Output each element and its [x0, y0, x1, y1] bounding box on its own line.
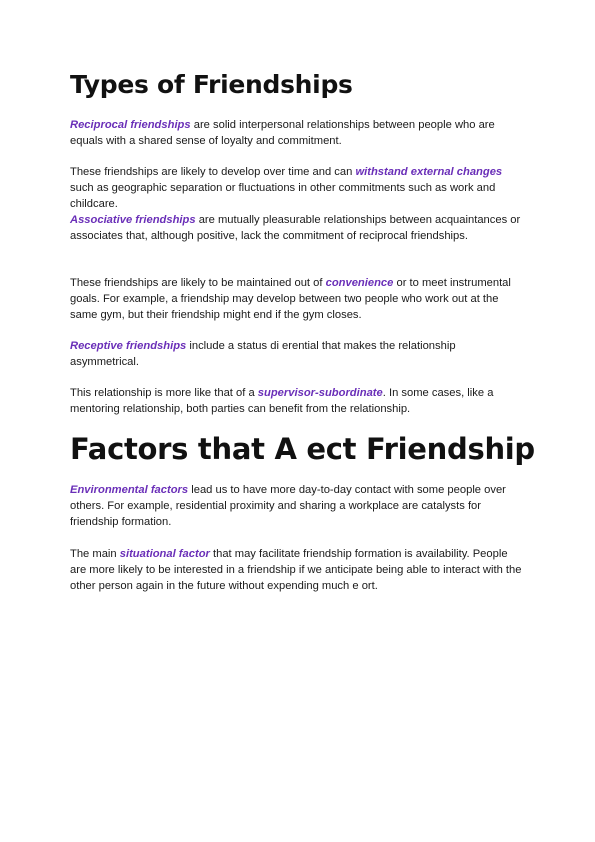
keyword-convenience: convenience [325, 277, 394, 289]
keyword-withstand-external-changes: withstand external changes [355, 166, 503, 178]
keyword-reciprocal-friendships: Reciprocal friendships [70, 119, 191, 131]
paragraph-receptive [70, 338, 525, 370]
paragraph-reciprocal-development [70, 164, 525, 212]
paragraph-text: such as geographic separation or fluctuations in other commitments such as work and childcare. [70, 182, 496, 210]
paragraph-associative [70, 212, 525, 244]
paragraph-text: . In some cases, like a mentoring relationship, both parties can benefit from the relationship. [70, 387, 494, 415]
keyword-receptive-friendships: Receptive friendships [70, 340, 187, 352]
paragraph-text: The main [70, 548, 120, 560]
paragraph-receptive-relationship [70, 385, 525, 417]
paragraph-text: include a status di erential that makes the relationship asymmetrical. [70, 340, 456, 368]
keyword-associative-friendships: Associative friendships [70, 214, 196, 226]
keyword-environmental-factors: Environmental factors [70, 484, 189, 496]
paragraph-text: lead us to have more day-to-day contact with some people over others. For example, residential proximity and sharing a workplace are catalysts for friendship formation. [70, 484, 506, 528]
paragraph-text: are mutually pleasurable relationships between acquaintances or associates that, although positive, lack the commitment of reciprocal friendships. [70, 214, 521, 242]
paragraph-text: that may facilitate friendship formation is availability. People are more likely to be interested in a friendship if we anticipate being able to interact with the other person again in the future without expending much e ort. [70, 548, 522, 592]
paragraph-reciprocal [70, 117, 525, 149]
paragraph-text: are solid interpersonal relationships between people who are equals with a shared sense of loyalty and commitment. [70, 119, 495, 147]
keyword-supervisor-subordinate: supervisor-subordinate [257, 387, 383, 399]
keyword-situational-factor: situational factor [119, 548, 210, 560]
paragraph-text: or to meet instrumental goals. For example, a friendship may develop between two people who work out at the same gym, but their friendship might end if the gym closes. [70, 277, 511, 321]
paragraph-text: These friendships are likely to develop over time and can [70, 166, 356, 178]
paragraph-text: This relationship is more like that of a [70, 387, 258, 399]
paragraph-associative-maintenance [70, 275, 525, 323]
paragraph-environmental [70, 482, 525, 530]
paragraph-situational [70, 546, 525, 594]
heading-types-of-friendships: Types of Friendships [70, 70, 353, 99]
heading-factors-that-affect-friendship: Factors that A ect Friendship [70, 432, 535, 466]
paragraph-text: These friendships are likely to be maintained out of [70, 277, 326, 289]
